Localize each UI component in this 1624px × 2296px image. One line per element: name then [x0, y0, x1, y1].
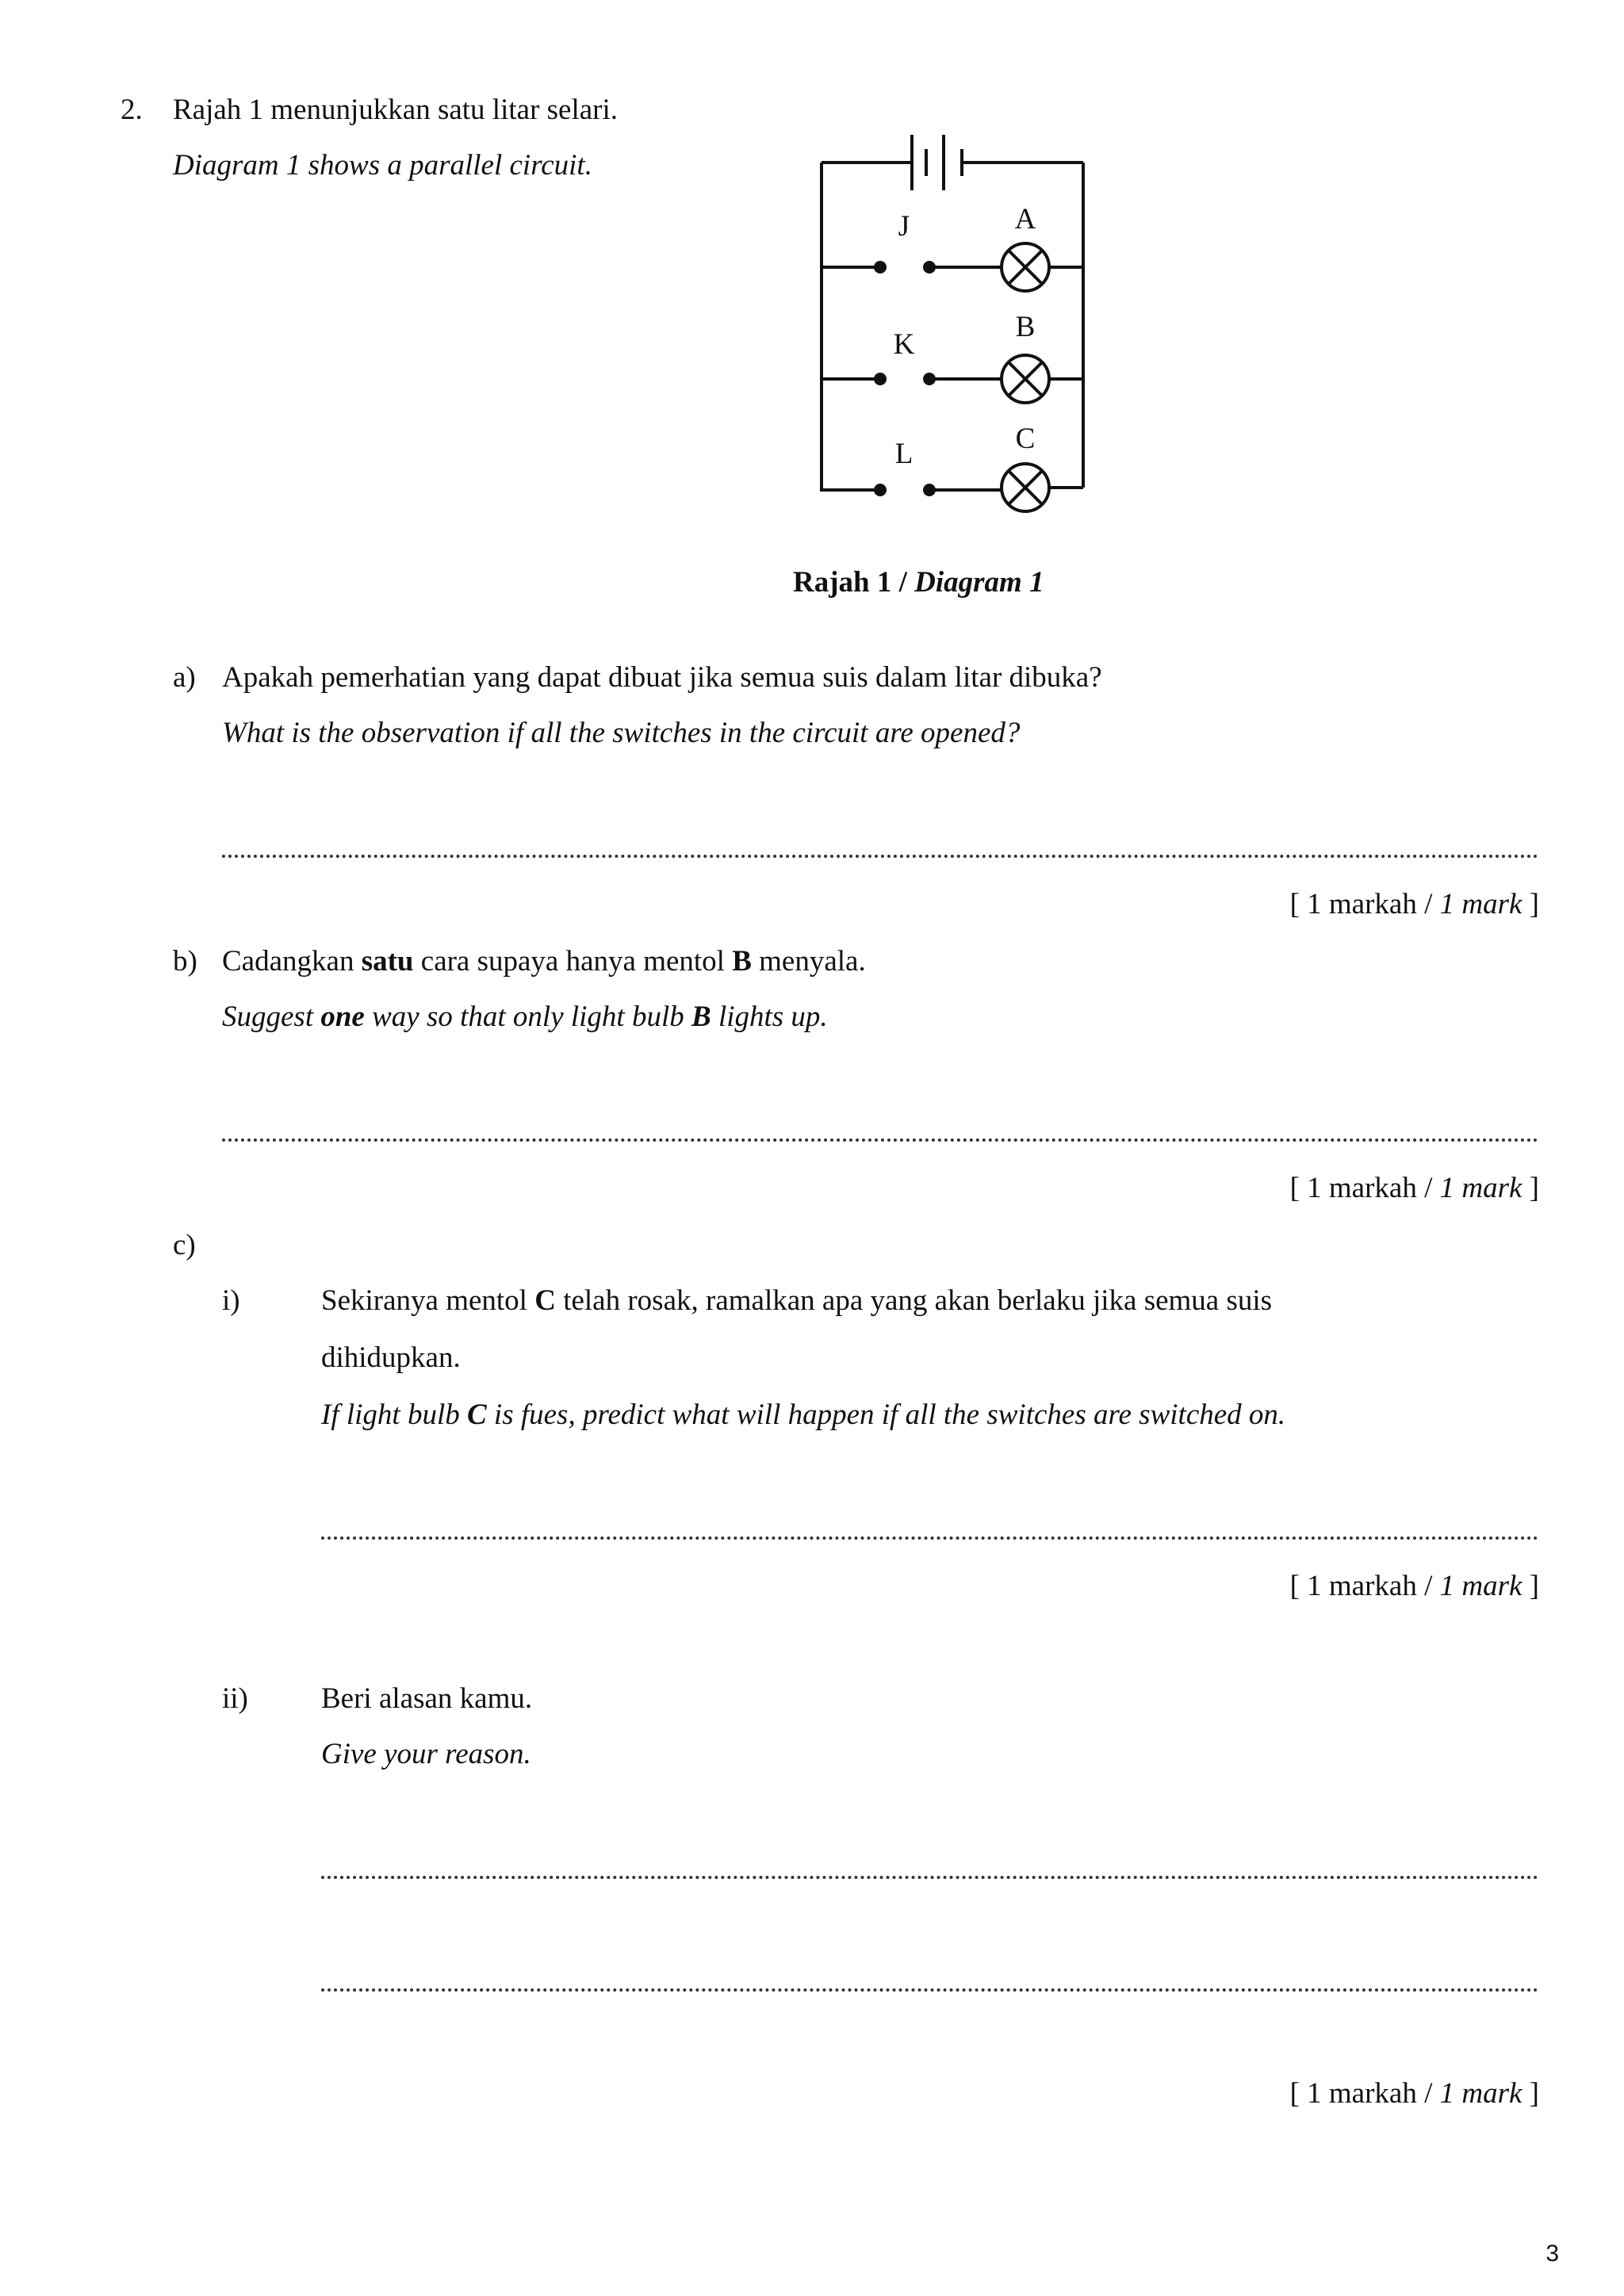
part-c-i-answer-line[interactable] [321, 1536, 1538, 1540]
question-intro-en: Diagram 1 shows a parallel circuit. [173, 149, 592, 182]
switch-k-contact-1 [874, 373, 887, 385]
part-b-mark: [ 1 markah / 1 mark ] [1289, 1172, 1539, 1204]
part-a-answer-line[interactable] [222, 855, 1538, 858]
part-c-ii-answer-line-2[interactable] [321, 1988, 1538, 1992]
diagram-caption-ms: Rajah 1 / [793, 566, 907, 599]
switch-j-contact-1 [874, 261, 887, 274]
diagram-caption-en: Diagram 1 [914, 566, 1044, 599]
switch-label-l: L [894, 438, 914, 470]
switch-l-contact-2 [923, 484, 936, 496]
part-c-ii-text-ms: Beri alasan kamu. [321, 1682, 533, 1715]
parallel-circuit-diagram [793, 127, 1110, 523]
part-a-label: a) [173, 661, 196, 694]
question-intro-ms: Rajah 1 menunjukkan satu litar selari. [173, 94, 619, 126]
bulb-label-b: B [1015, 311, 1036, 343]
switch-j-contact-2 [923, 261, 936, 274]
switch-label-j: J [898, 210, 910, 243]
switch-l-contact-1 [874, 484, 887, 496]
switch-k-contact-2 [923, 373, 936, 385]
question-number: 2. [121, 94, 143, 126]
diagram-caption [793, 568, 1044, 597]
part-c-i-text-ms-line2: dihidupkan. [321, 1341, 461, 1374]
bulb-label-a: A [1014, 203, 1036, 235]
part-a-mark: [ 1 markah / 1 mark ] [1289, 888, 1539, 920]
part-c-i-text-ms: Sekiranya mentol C telah rosak, ramalkan apa yang akan berlaku jika semua suis [321, 1284, 1273, 1317]
part-c-ii-answer-line-1[interactable] [321, 1876, 1538, 1879]
bulb-label-c: C [1015, 423, 1036, 455]
part-c-label: c) [173, 1229, 196, 1261]
part-b-label: b) [173, 945, 197, 978]
page-number: 3 [1545, 2241, 1559, 2267]
part-c-ii-label: ii) [222, 1682, 248, 1715]
part-c-ii-mark: [ 1 markah / 1 mark ] [1289, 2077, 1539, 2110]
part-c-ii-text-en: Give your reason. [321, 1738, 531, 1770]
part-c-i-mark: [ 1 markah / 1 mark ] [1289, 1570, 1539, 1602]
part-c-i-text-en: If light bulb C is fues, predict what will happen if all the switches are switched on. [321, 1399, 1286, 1431]
part-b-text-en: Suggest one way so that only light bulb B lights up. [222, 1001, 828, 1033]
part-a-text-ms: Apakah pemerhatian yang dapat dibuat jika semua suis dalam litar dibuka? [222, 661, 1102, 694]
part-b-text-ms: Cadangkan satu cara supaya hanya mentol B menyala. [222, 945, 866, 978]
switch-label-k: K [893, 328, 915, 361]
part-a-text-en: What is the observation if all the switches in the circuit are opened? [222, 717, 1021, 749]
part-b-answer-line[interactable] [222, 1138, 1538, 1142]
part-c-i-label: i) [222, 1284, 240, 1317]
